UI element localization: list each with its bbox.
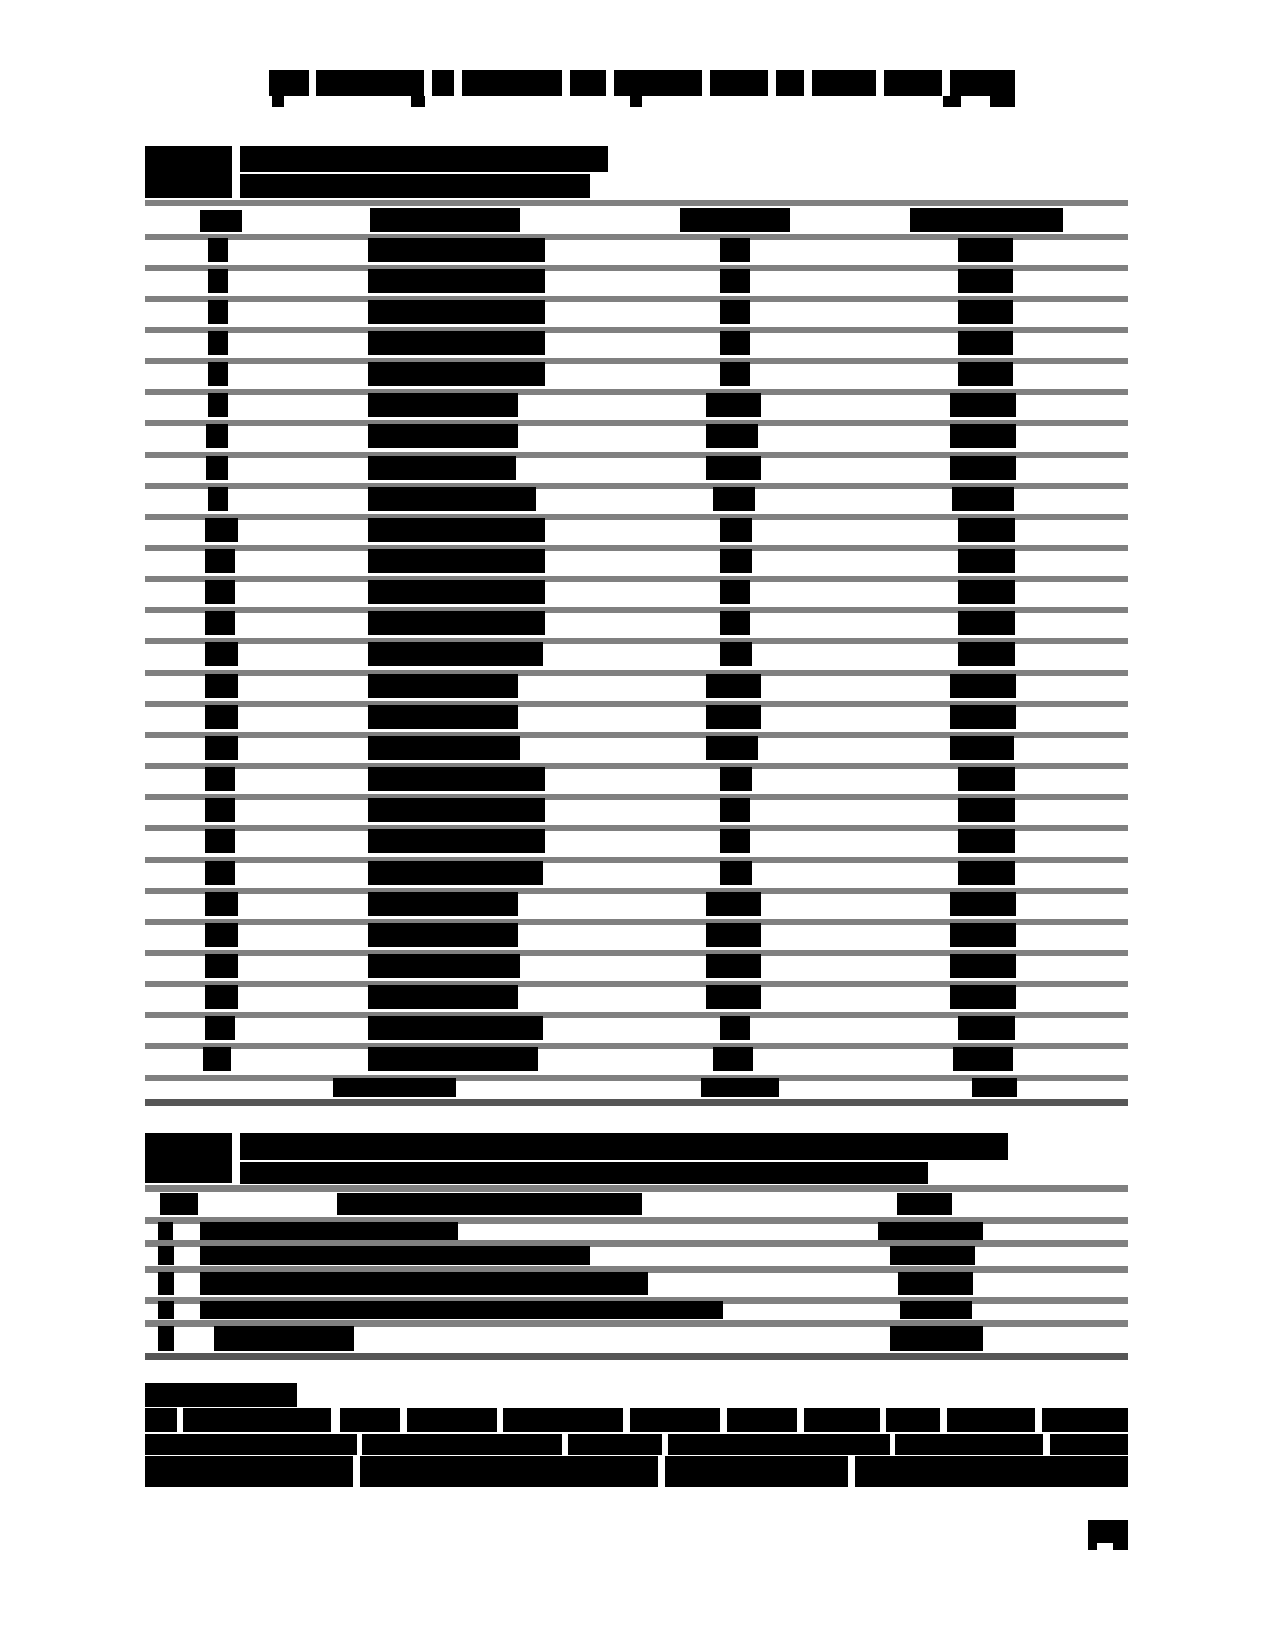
redacted-cell-value xyxy=(950,985,1016,1009)
redacted-cell-value xyxy=(720,238,750,262)
redacted-paragraph-text xyxy=(855,1456,1128,1487)
redacted-cell-value xyxy=(953,1047,1013,1071)
redacted-cell-no xyxy=(205,1016,235,1040)
redacted-cell-value xyxy=(950,456,1016,480)
redacted-cell-description xyxy=(214,1326,354,1351)
redacted-paragraph-text xyxy=(1050,1434,1128,1455)
redacted-paragraph-text xyxy=(503,1408,623,1432)
redacted-cell-value xyxy=(720,829,750,853)
redacted-cell-value xyxy=(958,798,1015,822)
redacted-cell-description xyxy=(200,1222,458,1240)
redacted-title-text xyxy=(884,70,942,96)
redacted-cell-value xyxy=(958,362,1013,386)
redacted-cell-name xyxy=(368,611,545,635)
redacted-cell-no xyxy=(203,1047,231,1071)
redacted-paragraph-text xyxy=(145,1408,177,1432)
redacted-total-cell xyxy=(701,1078,779,1097)
redacted-cell-description xyxy=(200,1301,723,1319)
redacted-cell-value xyxy=(950,892,1016,916)
redacted-cell-no xyxy=(208,269,228,293)
redacted-cell-no xyxy=(205,954,238,978)
redacted-cell-value xyxy=(958,549,1015,573)
redacted-cell-name xyxy=(368,1016,543,1040)
redacted-cell-value xyxy=(706,736,758,760)
redacted-cell-no xyxy=(158,1222,173,1240)
redacted-cell-name xyxy=(368,393,518,417)
redacted-cell-value xyxy=(720,861,752,885)
redacted-cell-name xyxy=(368,549,545,573)
redacted-cell-name xyxy=(368,892,518,916)
redacted-cell-no xyxy=(205,580,235,604)
redacted-cell-description xyxy=(200,1246,590,1265)
redacted-cell-value xyxy=(706,954,761,978)
redacted-paragraph-text xyxy=(886,1408,940,1432)
redacted-cell-value xyxy=(958,1016,1015,1040)
redacted-cell-name xyxy=(368,985,518,1009)
redacted-title-text xyxy=(269,70,309,96)
redacted-cell-value xyxy=(950,424,1016,448)
redacted-paragraph-text xyxy=(407,1408,497,1432)
redacted-cell-value xyxy=(950,393,1016,417)
redacted-title-text xyxy=(950,70,1015,96)
redacted-cell-no xyxy=(205,798,235,822)
redacted-cell-no xyxy=(205,549,235,573)
redacted-cell-value xyxy=(958,238,1013,262)
redacted-cell-name xyxy=(368,424,518,448)
redacted-cell-value xyxy=(950,674,1016,698)
redacted-cell-value xyxy=(950,736,1014,760)
redacted-cell-no xyxy=(206,456,228,480)
redacted-cell-name xyxy=(368,580,545,604)
redacted-cell-name xyxy=(368,861,543,885)
redacted-cell-no xyxy=(208,300,228,324)
redacted-title-text xyxy=(570,70,606,96)
redacted-cell-value xyxy=(706,456,761,480)
redacted-cell-value xyxy=(720,518,752,542)
redacted-cell-value xyxy=(958,300,1013,324)
redacted-paragraph-text xyxy=(360,1456,658,1487)
redacted-paragraph-text xyxy=(665,1456,848,1487)
redacted-cell-value xyxy=(713,487,755,511)
table2-caption-blob-label xyxy=(145,1133,232,1183)
redacted-cell-value xyxy=(720,331,750,355)
redacted-cell-value xyxy=(958,611,1015,635)
redacted-cell-value xyxy=(952,487,1014,511)
redacted-cell-name xyxy=(368,954,520,978)
redacted-cell-value xyxy=(950,705,1016,729)
redacted-cell-name xyxy=(368,923,518,947)
redacted-cell-no xyxy=(205,705,238,729)
redacted-cell-value xyxy=(720,300,750,324)
redacted-paragraph-text xyxy=(804,1408,880,1432)
redacted-cell-no xyxy=(206,424,228,448)
redacted-cell-value xyxy=(958,518,1015,542)
redacted-cell-value xyxy=(898,1272,973,1295)
table2-caption-blob-text xyxy=(240,1162,928,1184)
redacted-column-header xyxy=(910,208,1063,232)
redacted-cell-value xyxy=(720,362,750,386)
redacted-cell-no xyxy=(208,362,228,386)
redacted-total-cell xyxy=(972,1078,1017,1097)
table-bottom-border xyxy=(145,1353,1128,1360)
redacted-paragraph-text xyxy=(183,1408,331,1432)
redacted-cell-value xyxy=(706,674,761,698)
redacted-cell-name xyxy=(368,829,545,853)
redacted-cell-value xyxy=(720,580,750,604)
redacted-cell-no xyxy=(205,674,238,698)
redacted-column-header xyxy=(160,1193,198,1215)
redacted-title-text xyxy=(943,96,961,107)
redacted-cell-value xyxy=(720,767,752,791)
table-row-separator xyxy=(145,200,1128,206)
redacted-paragraph-text xyxy=(1042,1408,1128,1432)
redacted-cell-value xyxy=(950,923,1016,947)
redacted-cell-value xyxy=(720,611,750,635)
redacted-cell-name xyxy=(368,456,516,480)
redacted-cell-no xyxy=(158,1326,174,1351)
redacted-title-text xyxy=(990,96,1015,107)
redacted-cell-no xyxy=(205,985,238,1009)
redacted-paragraph-text xyxy=(145,1456,353,1487)
redacted-cell-value xyxy=(958,269,1013,293)
redacted-cell-no xyxy=(158,1272,174,1295)
redacted-title-text xyxy=(432,70,454,96)
redacted-cell-name xyxy=(368,331,545,355)
redacted-paragraph-text xyxy=(145,1434,357,1455)
redacted-cell-no xyxy=(205,611,235,635)
redacted-cell-name xyxy=(368,1047,538,1071)
redacted-column-header xyxy=(370,208,520,232)
redacted-cell-no xyxy=(205,518,238,542)
redacted-cell-name xyxy=(368,767,545,791)
redacted-cell-value xyxy=(706,424,758,448)
redacted-title-text xyxy=(462,70,562,96)
redacted-cell-value xyxy=(720,549,752,573)
redacted-cell-no xyxy=(205,861,235,885)
redacted-cell-no xyxy=(208,238,228,262)
redacted-cell-value xyxy=(720,642,752,666)
redacted-paragraph-text xyxy=(895,1434,1043,1455)
redacted-cell-value xyxy=(900,1301,972,1319)
redacted-cell-value xyxy=(958,767,1015,791)
redacted-cell-name xyxy=(368,487,536,511)
redacted-page-number-notch xyxy=(1097,1543,1113,1550)
redacted-cell-name xyxy=(368,269,545,293)
redacted-paragraph-text xyxy=(727,1408,797,1432)
redacted-paragraph-text xyxy=(630,1408,720,1432)
redacted-column-header xyxy=(897,1193,952,1215)
redacted-cell-name xyxy=(368,674,518,698)
table1-caption-blob-label xyxy=(145,146,232,198)
redacted-column-header xyxy=(680,208,790,232)
redacted-cell-no xyxy=(205,892,238,916)
redacted-cell-no xyxy=(205,829,235,853)
redacted-cell-no xyxy=(205,736,238,760)
redacted-cell-value xyxy=(706,892,761,916)
redacted-title-text xyxy=(614,70,702,96)
redacted-cell-value xyxy=(890,1326,983,1351)
table-bottom-border xyxy=(145,1099,1128,1106)
redacted-title-text xyxy=(812,70,876,96)
redacted-title-text xyxy=(710,70,768,96)
redacted-title-text xyxy=(630,96,642,107)
table1-caption-blob-text xyxy=(240,174,590,198)
redacted-cell-value xyxy=(706,705,761,729)
redacted-cell-value xyxy=(950,954,1016,978)
redacted-cell-no xyxy=(205,642,238,666)
redacted-cell-no xyxy=(208,487,228,511)
redacted-remarks-heading xyxy=(145,1383,297,1407)
redacted-cell-name xyxy=(368,300,545,324)
table2-caption-blob-text xyxy=(240,1133,1008,1160)
table-row-separator xyxy=(145,1185,1128,1192)
redacted-cell-no xyxy=(208,393,228,417)
redacted-cell-value xyxy=(958,861,1015,885)
redacted-title-text xyxy=(272,96,284,107)
redacted-total-cell xyxy=(333,1078,456,1097)
redacted-cell-value xyxy=(958,829,1015,853)
redacted-paragraph-text xyxy=(568,1434,662,1455)
redacted-cell-value xyxy=(713,1047,753,1071)
redacted-title-text xyxy=(776,70,804,96)
redacted-title-text xyxy=(316,70,424,96)
redacted-cell-value xyxy=(720,798,750,822)
redacted-cell-no xyxy=(158,1246,174,1265)
redacted-cell-value xyxy=(890,1246,975,1265)
redacted-cell-value xyxy=(958,580,1015,604)
redacted-cell-name xyxy=(368,642,543,666)
redacted-column-header xyxy=(337,1193,642,1215)
redacted-cell-value xyxy=(878,1222,983,1240)
redacted-paragraph-text xyxy=(340,1408,400,1432)
redacted-cell-value xyxy=(706,923,761,947)
redacted-cell-value xyxy=(706,985,761,1009)
redacted-cell-name xyxy=(368,238,545,262)
redacted-cell-value xyxy=(706,393,761,417)
redacted-cell-no xyxy=(205,767,235,791)
table1-caption-blob-text xyxy=(240,146,608,172)
redacted-cell-name xyxy=(368,518,545,542)
redacted-paragraph-text xyxy=(668,1434,890,1455)
redacted-cell-no xyxy=(205,923,238,947)
redacted-paragraph-text xyxy=(947,1408,1035,1432)
redacted-cell-name xyxy=(368,798,545,822)
redacted-cell-value xyxy=(958,331,1013,355)
redacted-cell-value xyxy=(958,642,1015,666)
redacted-cell-description xyxy=(200,1272,648,1295)
redacted-title-text xyxy=(411,96,425,107)
redacted-cell-value xyxy=(720,269,750,293)
redacted-cell-no xyxy=(208,331,228,355)
redacted-cell-name xyxy=(368,736,520,760)
redacted-cell-name xyxy=(368,705,518,729)
redacted-cell-no xyxy=(158,1301,174,1319)
redacted-cell-value xyxy=(720,1016,750,1040)
redacted-paragraph-text xyxy=(362,1434,562,1455)
redacted-column-header xyxy=(200,210,242,232)
redacted-cell-name xyxy=(368,362,545,386)
